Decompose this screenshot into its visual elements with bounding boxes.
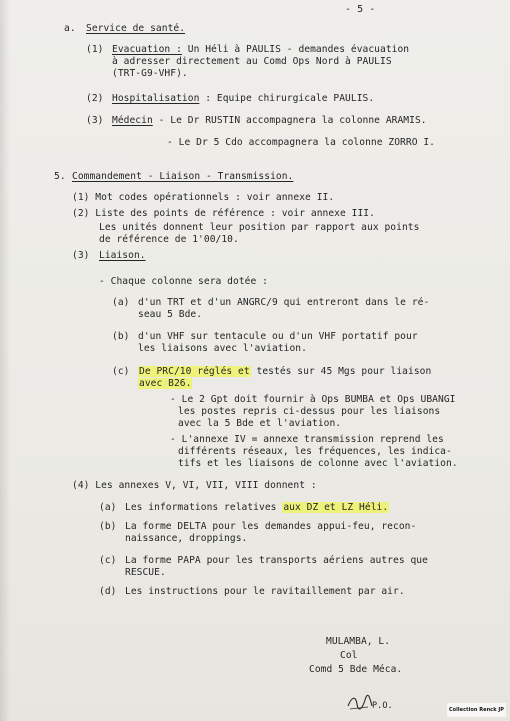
- item-4: (4) Les annexes V, VI, VII, VIII donnent :: [72, 480, 317, 491]
- liaison-a-line1: d'un TRT et d'un ANGRC/9 qui entreront dans le ré-: [138, 297, 430, 308]
- med-num: (3): [86, 115, 104, 126]
- liaison-b-line1: d'un VHF sur tentacule ou d'un VHF portatif pour: [138, 331, 418, 342]
- dash-1-line1: - Le 2 Gpt doit fournir à Ops BUMBA et Ops UBANGI: [170, 394, 456, 405]
- med-text: - Le Dr RUSTIN accompagnera la colonne ARAMIS.: [152, 115, 427, 126]
- signatory-rank: Col: [340, 650, 358, 661]
- highlight-dz-lz: aux DZ et LZ Héli.: [283, 502, 389, 513]
- hosp-num: (2): [86, 93, 104, 104]
- item-4-a-num: (a): [99, 502, 117, 513]
- item-4-a-text: Les informations relatives: [125, 502, 283, 513]
- item-4-d-line: Les instructions pour le ravitaillement par air.: [125, 586, 405, 597]
- liaison-c-num: (c): [112, 366, 130, 377]
- liaison-a-line2: seau 5 Bde.: [138, 309, 203, 320]
- signatory-role: Comd 5 Bde Méca.: [309, 664, 403, 675]
- item-2-cont-1: Les unités donnent leur position par rapport aux points: [99, 222, 420, 233]
- item-1: (1) Mot codes opérationnels : voir annexe II.: [72, 192, 335, 203]
- hosp-line: [112, 93, 374, 105]
- item-4-c-line1: La forme PAPA pour les transports aériens autres que: [125, 555, 428, 566]
- med-line-2: - Le Dr 5 Cdo accompagnera la colonne ZORRO I.: [167, 137, 435, 148]
- item-4-b-line1: La forme DELTA pour les demandes appui-feu, recon-: [125, 521, 417, 532]
- dash-1-line2: les postes repris ci-dessus pour les liaisons: [178, 406, 441, 417]
- page-shadow: [0, 0, 10, 721]
- med-line: [112, 115, 427, 127]
- evac-cont-2: (TRT-G9-VHF).: [112, 68, 188, 79]
- dash-2-line3: tifs et les liaisons de colonne avec l'aviation.: [178, 458, 458, 469]
- signatory-name: MULAMBA, L.: [326, 636, 391, 647]
- evac-label: Evacuation :: [112, 44, 182, 55]
- item-3-label: Liaison.: [99, 250, 146, 261]
- collection-stamp: Collection Renck JP: [447, 703, 506, 717]
- med-label: Médecin: [112, 115, 153, 126]
- section-5-marker: 5.: [54, 171, 66, 182]
- section-a-marker: a.: [64, 23, 76, 34]
- liaison-b-line2: les liaisons avec l'aviation.: [138, 343, 307, 354]
- liaison-a-num: (a): [112, 297, 130, 308]
- item-4-b-num: (b): [99, 521, 117, 532]
- page-number: - 5 -: [345, 4, 376, 15]
- liaison-intro: - Chaque colonne sera dotée :: [99, 276, 268, 287]
- dash-1-line3: avec la 5 Bde et l'aviation.: [178, 418, 342, 429]
- item-4-c-line2: RESCUE.: [125, 567, 166, 578]
- liaison-c-rest: testés sur 45 Mgs pour liaison: [250, 366, 432, 377]
- dash-2-line1: - L'annexe IV = annexe transmission reprend les: [170, 434, 444, 445]
- handwritten-signature: [346, 692, 374, 712]
- item-2-cont-2: de référence de 1'00/10.: [99, 234, 239, 245]
- section-a-title: Service de santé.: [86, 23, 186, 34]
- item-3-num: (3): [72, 250, 90, 261]
- item-4-b-line2: naissance, droppings.: [125, 533, 248, 544]
- item-4-a-line: [125, 502, 389, 514]
- evac-num: (1): [86, 44, 104, 55]
- liaison-c-line2: [138, 378, 192, 390]
- highlight-prc10: De PRC/10 réglés et: [139, 366, 250, 377]
- hosp-label: Hospitalisation: [112, 93, 200, 104]
- hosp-text: : Equipe chirurgicale PAULIS.: [199, 93, 375, 104]
- evac-text: Un Héli à PAULIS - demandes évacuation: [181, 44, 410, 55]
- item-4-d-num: (d): [99, 586, 117, 597]
- item-2: (2) Liste des points de référence : voir annexe III.: [72, 208, 375, 219]
- evac-cont-1: à adresser directement au Comd Ops Nord à PAULIS: [112, 56, 392, 67]
- section-5-title: Commandement - Liaison - Transmission.: [72, 171, 294, 182]
- dash-2-line2: différents réseaux, les fréquences, les indica-: [178, 446, 452, 457]
- evac-line: [112, 44, 409, 56]
- highlight-b26: avec B26.: [139, 378, 192, 389]
- item-4-c-num: (c): [99, 555, 117, 566]
- po-label: P.O.: [372, 701, 393, 711]
- liaison-c-line1: [138, 366, 431, 378]
- liaison-b-num: (b): [112, 331, 130, 342]
